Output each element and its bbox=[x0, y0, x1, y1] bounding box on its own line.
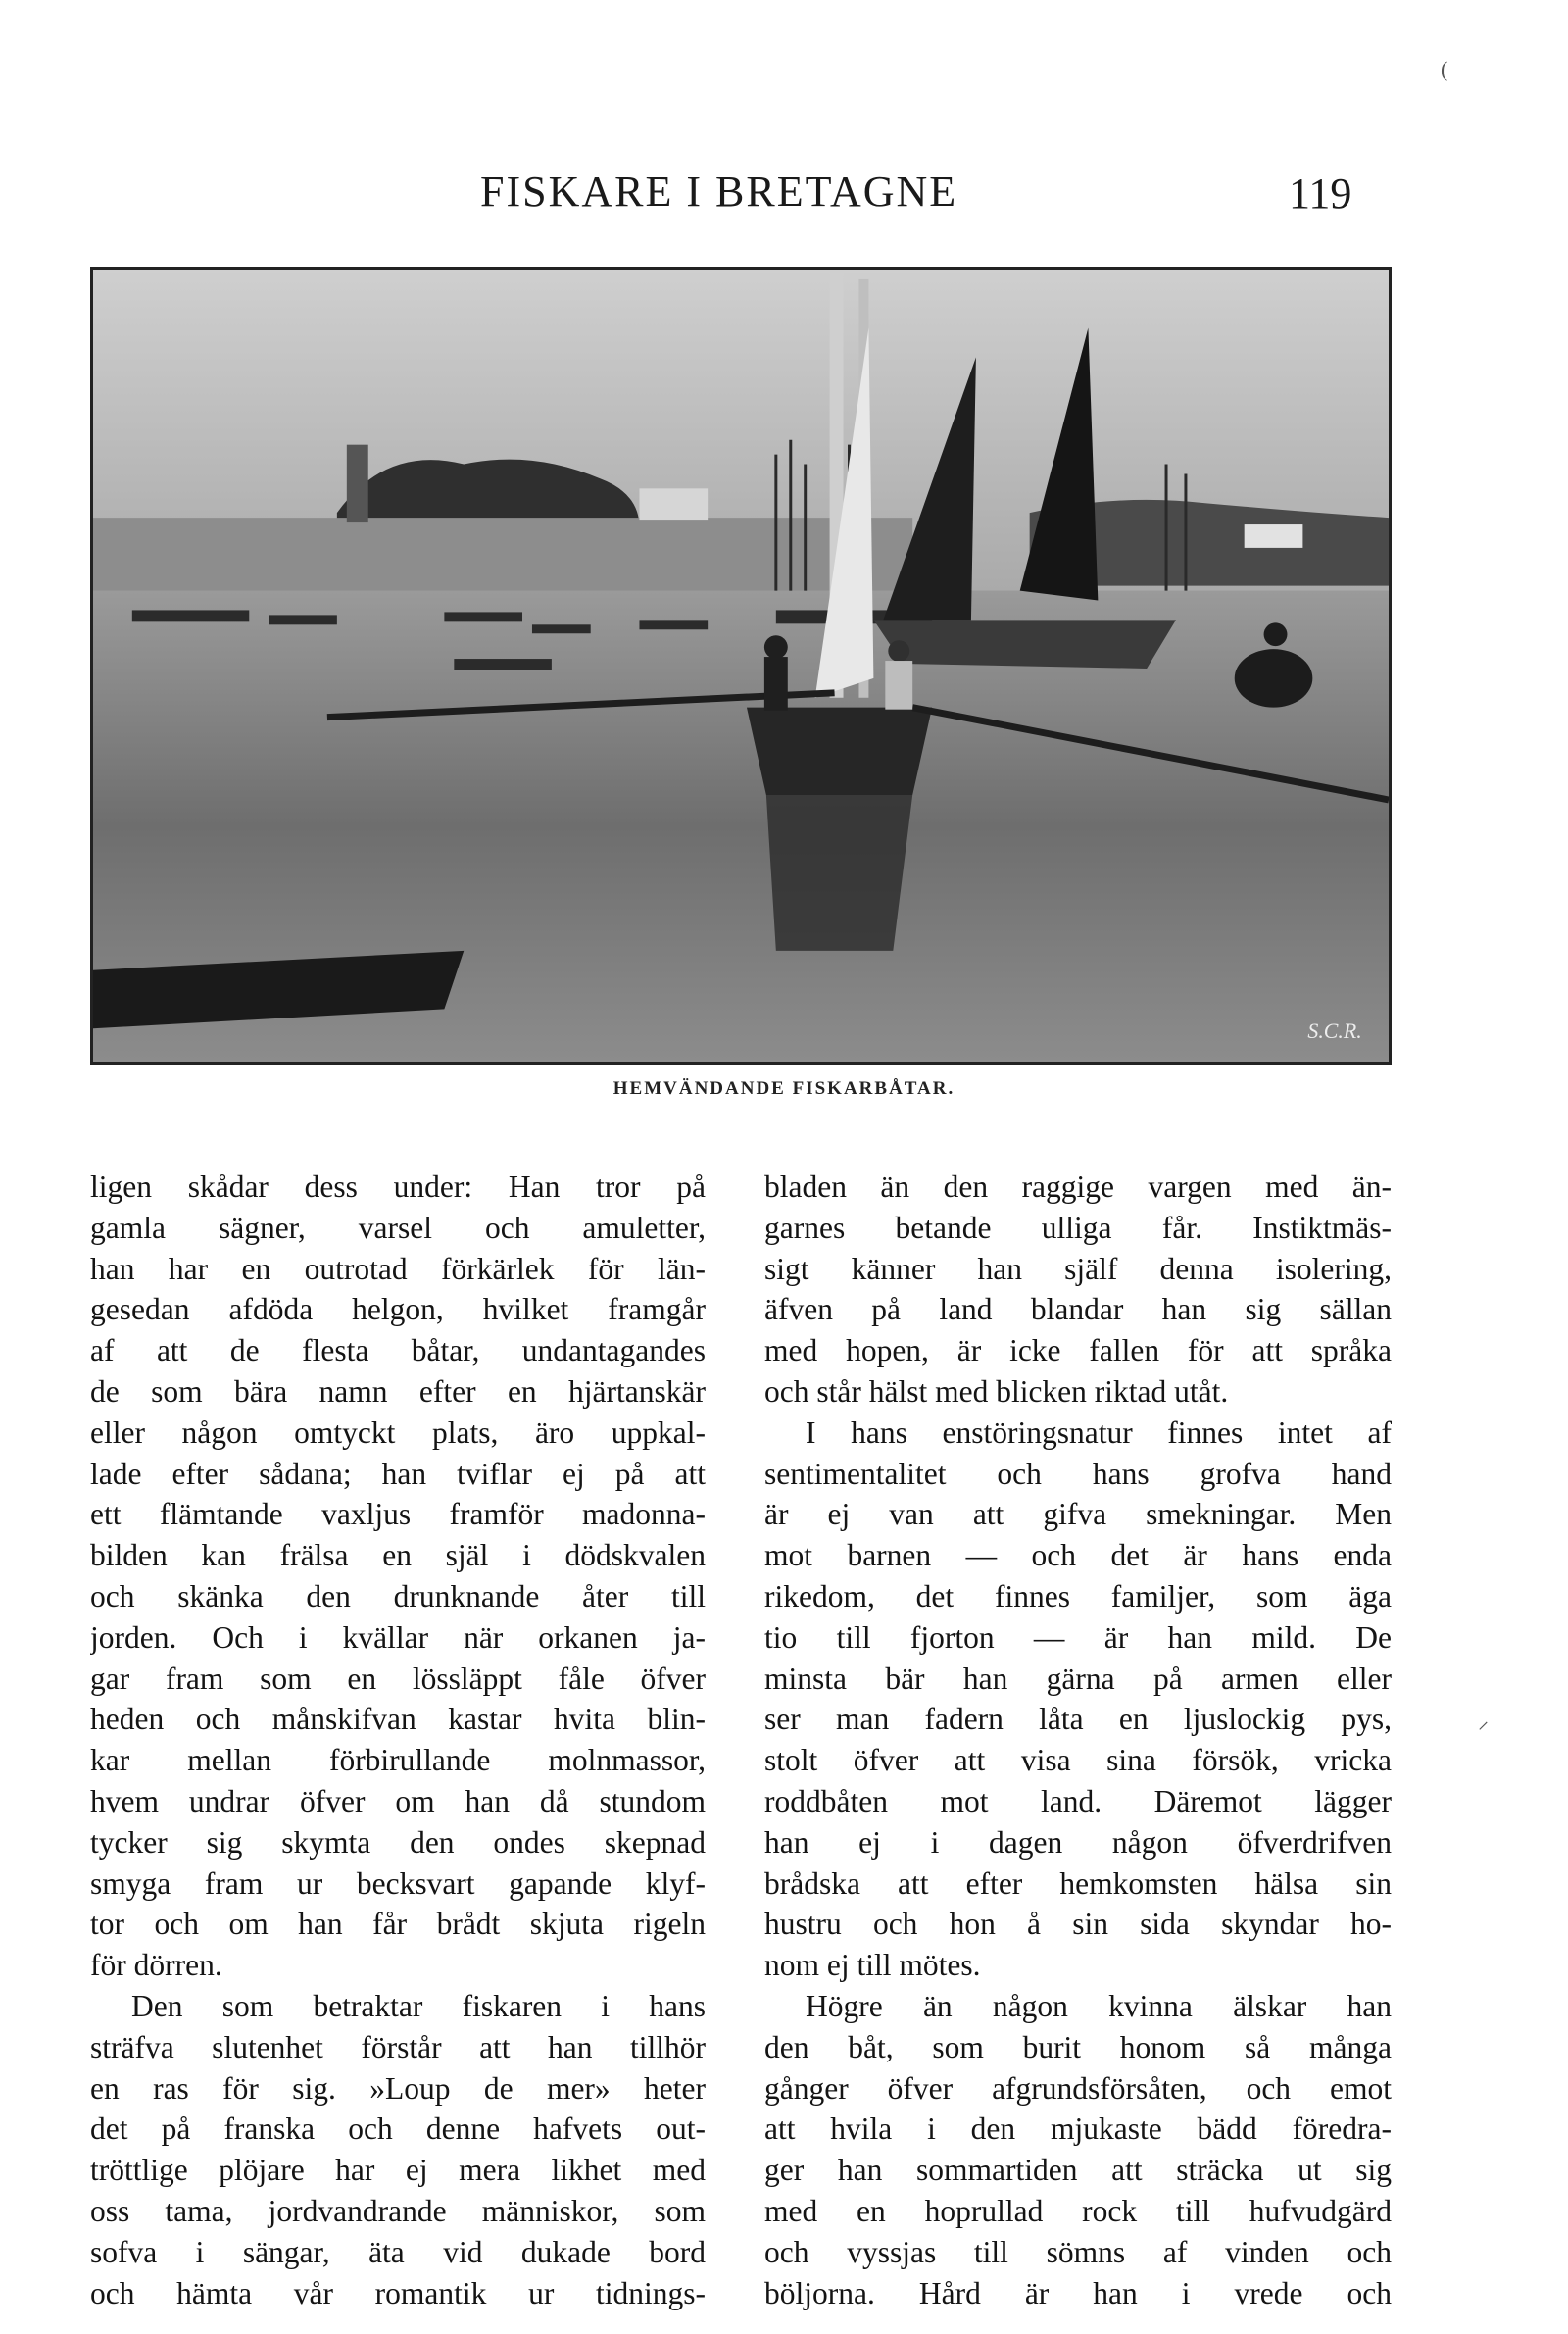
text-line: och hämta vår romantik ur tidnings- bbox=[90, 2275, 706, 2310]
artist-signature: S.C.R. bbox=[1307, 1019, 1362, 1044]
text-line: bladen än den raggige vargen med än- bbox=[764, 1169, 1392, 1204]
text-line: ett flämtande vaxljus framför madonna- bbox=[90, 1497, 706, 1532]
text-line: sigt känner han själf denna isolering, bbox=[764, 1251, 1392, 1286]
text-line: ger han sommartiden att sträcka ut sig bbox=[764, 2153, 1392, 2188]
text-line: eller någon omtyckt plats, äro uppkal- bbox=[90, 1415, 706, 1450]
text-line: gånger öfver afgrundsförsåten, och emot bbox=[764, 2070, 1392, 2106]
text-line: hvem undrar öfver om han då stundom bbox=[90, 1783, 706, 1818]
text-line: Den som betraktar fiskaren i hans bbox=[131, 1988, 706, 2023]
text-line: rikedom, det finnes familjer, som äga bbox=[764, 1578, 1392, 1614]
running-header: FISKARE I BRETAGNE bbox=[480, 168, 958, 216]
text-line: äfven på land blandar han sig sällan bbox=[764, 1292, 1392, 1327]
text-line: tycker sig skymta den ondes skepnad bbox=[90, 1824, 706, 1860]
text-line: oss tama, jordvandrande människor, som bbox=[90, 2193, 706, 2228]
text-line: Högre än någon kvinna älskar han bbox=[806, 1988, 1392, 2023]
text-line: hustru och hon å sin sida skyndar ho- bbox=[764, 1907, 1392, 1942]
text-line: stolt öfver att visa sina försök, vricka bbox=[764, 1743, 1392, 1778]
text-line: nom ej till mötes. bbox=[764, 1948, 981, 1983]
text-line: sofva i sängar, äta vid dukade bord bbox=[90, 2234, 706, 2269]
text-line: att hvila i den mjukaste bädd föredra- bbox=[764, 2111, 1392, 2147]
house bbox=[639, 488, 708, 520]
text-line: af att de flesta båtar, undantagandes bbox=[90, 1333, 706, 1368]
text-line: de som bära namn efter en hjärtanskär bbox=[90, 1373, 706, 1409]
text-line: tor och om han får brådt skjuta rigeln bbox=[90, 1907, 706, 1942]
page-number: 119 bbox=[1289, 170, 1352, 218]
text-line: sentimentalitet och hans grofva hand bbox=[764, 1456, 1392, 1491]
text-line: lade efter sådana; han tviflar ej på att bbox=[90, 1456, 706, 1491]
harbor-photograph bbox=[90, 267, 1392, 1065]
text-line: gamla sägner, varsel och amuletter, bbox=[90, 1210, 706, 1245]
stray-mark-top: ( bbox=[1441, 57, 1448, 81]
white-house-right bbox=[1245, 524, 1303, 548]
text-line: garnes betande ulliga får. Instiktmäs- bbox=[764, 1210, 1392, 1245]
text-line: smyga fram ur becksvart gapande klyf- bbox=[90, 1865, 706, 1901]
text-line: med hopen, är icke fallen för att språka bbox=[764, 1333, 1392, 1368]
figure-caption: HEMVÄNDANDE FISKARBÅTAR. bbox=[612, 1078, 956, 1099]
text-line: det på franska och denne hafvets out- bbox=[90, 2111, 706, 2147]
text-line: bilden kan frälsa en själ i dödskvalen bbox=[90, 1538, 706, 1573]
text-line: gesedan afdöda helgon, hvilket framgår bbox=[90, 1292, 706, 1327]
hull-reflection bbox=[766, 795, 912, 951]
photo-illustration bbox=[93, 270, 1389, 1062]
text-line: han har en outrotad förkärlek för län- bbox=[90, 1251, 706, 1286]
text-line: för dörren. bbox=[90, 1948, 222, 1983]
text-line: kar mellan förbirullande molnmassor, bbox=[90, 1743, 706, 1778]
text-line: sträfva slutenhet förstår att han tillhör bbox=[90, 2029, 706, 2064]
text-line: han ej i dagen någon öfverdrifven bbox=[764, 1824, 1392, 1860]
small-boat-right bbox=[1235, 649, 1313, 708]
left-column bbox=[90, 1167, 706, 2313]
text-line: ser man fadern låta en ljuslockig pys, bbox=[764, 1702, 1392, 1737]
text-line: mot barnen — och det är hans enda bbox=[764, 1538, 1392, 1573]
text-line: roddbåten mot land. Däremot lägger bbox=[764, 1783, 1392, 1818]
tower bbox=[347, 445, 368, 522]
text-line: gar fram som en lössläppt fåle öfver bbox=[90, 1661, 706, 1696]
text-line: med en hoprullad rock till hufvudgärd bbox=[764, 2193, 1392, 2228]
right-column bbox=[764, 1167, 1392, 2313]
text-line: ligen skådar dess under: Han tror på bbox=[90, 1169, 706, 1204]
text-line: böljorna. Hård är han i vrede och bbox=[764, 2275, 1392, 2310]
text-line: brådska att efter hemkomsten hälsa sin bbox=[764, 1865, 1392, 1901]
text-line: en ras för sig. »Loup de mer» heter bbox=[90, 2070, 706, 2106]
text-line: jorden. Och i kvällar när orkanen ja- bbox=[90, 1619, 706, 1655]
text-line: heden och månskifvan kastar hvita blin- bbox=[90, 1702, 706, 1737]
second-boat-hull bbox=[873, 620, 1176, 669]
text-line: och vyssjas till sömns af vinden och bbox=[764, 2234, 1392, 2269]
text-line: och står hälst med blicken riktad utåt. bbox=[764, 1373, 1229, 1409]
rower-right bbox=[1264, 622, 1288, 646]
text-line: tröttlige plöjare har ej mera likhet med bbox=[90, 2153, 706, 2188]
stray-mark-margin: ⸝ bbox=[1478, 1709, 1490, 1733]
text-line: den båt, som burit honom så många bbox=[764, 2029, 1392, 2064]
text-line: I hans enstöringsnatur finnes intet af bbox=[806, 1415, 1392, 1450]
text-line: är ej van att gifva smekningar. Men bbox=[764, 1497, 1392, 1532]
main-boat-hull bbox=[747, 708, 932, 795]
text-line: tio till fjorton — är han mild. De bbox=[764, 1619, 1392, 1655]
text-line: minsta bär han gärna på armen eller bbox=[764, 1661, 1392, 1696]
text-line: och skänka den drunknande åter till bbox=[90, 1578, 706, 1614]
